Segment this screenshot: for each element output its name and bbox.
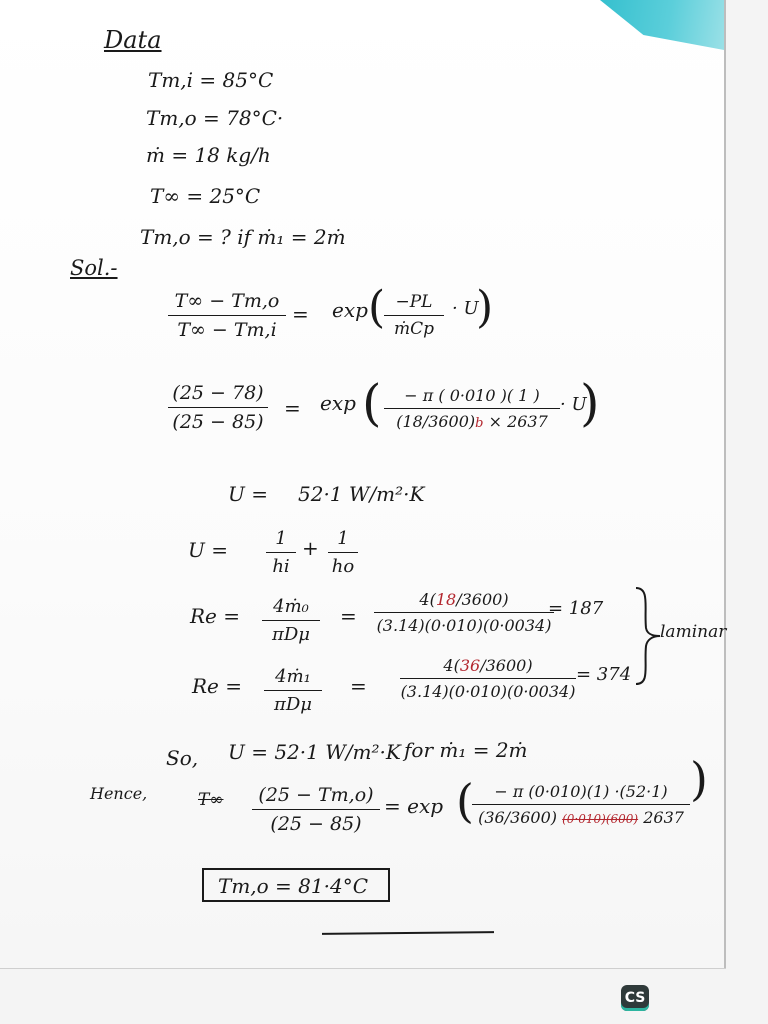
hence-close-paren: ) — [690, 752, 708, 806]
answer-box — [202, 868, 390, 902]
data-heading: Data — [104, 26, 162, 54]
hence-label: Hence, — [90, 784, 148, 803]
u-sum-plus: + — [302, 536, 319, 560]
eq2-exponent-denominator: (18/3600)b × 2637 — [396, 412, 548, 431]
re1-mass-flow-correction: 18 — [435, 590, 457, 609]
re2-numeric-fraction — [400, 656, 576, 701]
re1-numeric-fraction — [374, 590, 554, 635]
eq2-close-paren: ) — [580, 374, 600, 432]
eq2-exponent-numerator: − π ( 0·010 )( 1 ) — [404, 386, 540, 405]
given-question: Tm,o = ? if ṁ₁ = 2ṁ — [140, 225, 346, 249]
eq1-open-paren: ( — [368, 282, 386, 333]
u-sum-inner-numerator: 1 — [275, 528, 287, 549]
re2-numeric-denominator: (3.14)(0·010)(0·0034) — [400, 682, 576, 701]
answer-text: Tm,o = 81·4°C — [218, 874, 369, 898]
re1-symbolic-fraction — [262, 596, 320, 645]
page-edge-bottom — [0, 968, 726, 969]
so-u-value: U = 52·1 W/m²·K — [228, 740, 401, 764]
hence-denominator: (25 − 85) — [270, 813, 362, 835]
u-sum-inner-denominator: hi — [272, 556, 290, 577]
re1-symbolic-numerator: 4ṁ₀ — [273, 596, 309, 617]
eq2-open-paren: ( — [362, 374, 382, 432]
re1-numeric-numerator: 4(18/3600) — [419, 590, 509, 609]
hence-open-paren: ( — [456, 774, 474, 828]
eq1-tail: · U — [452, 298, 479, 319]
eq2-exponent-fraction — [384, 386, 560, 431]
eq1-close-paren: ) — [476, 282, 494, 333]
re2-symbolic-fraction — [264, 666, 322, 715]
eq2-exponent-mass-term: (18/3600) — [396, 412, 476, 431]
re1-numeric-denominator: (3.14)(0·010)(0·0034) — [376, 616, 552, 635]
given-tmi: Tm,i = 85°C — [148, 68, 274, 92]
scanner-app-logo: CS — [621, 985, 649, 1011]
hence-exponent-mass-term: (36/3600) — [478, 808, 558, 827]
hence-fraction — [252, 784, 380, 835]
eq1-exponent-fraction — [384, 292, 444, 339]
u-sum-fraction-outer — [328, 528, 358, 577]
re2-symbolic-denominator: πDμ — [274, 694, 312, 715]
re2-mass-flow-correction: 36 — [459, 656, 481, 675]
u-sum-lhs: U = — [188, 538, 228, 562]
hence-exponent-numerator: − π (0·010)(1) ·(52·1) — [494, 782, 668, 801]
re1-lhs: Re = — [190, 604, 241, 628]
re1-equals: = — [340, 604, 357, 628]
re2-symbolic-numerator: 4ṁ₁ — [275, 666, 311, 687]
given-tmo: Tm,o = 78°C· — [146, 106, 284, 130]
u-sum-fraction-inner — [266, 528, 296, 577]
eq1-exponent-numerator: −PL — [395, 292, 433, 312]
hence-equals-exp: = exp — [384, 794, 444, 818]
eq2-exponent-cp-term: × 2637 — [488, 412, 548, 431]
re2-numeric-numerator: 4(36/3600) — [443, 656, 533, 675]
eq1-denominator: T∞ − Tm,i — [177, 319, 277, 341]
page-edge-right — [724, 0, 726, 968]
u-sum-outer-numerator: 1 — [337, 528, 349, 549]
hence-exponent-struck-term: (0·010)(600) — [562, 812, 639, 826]
eq1-fraction — [168, 290, 286, 341]
re1-symbolic-denominator: πDμ — [272, 624, 310, 645]
given-mass-flow: ṁ = 18 kg/h — [146, 143, 271, 167]
eq2-exp: exp — [320, 391, 356, 415]
eq2-fraction — [168, 382, 268, 433]
hence-struck-t-inf: T∞ — [198, 790, 224, 810]
eq2-denominator: (25 − 85) — [172, 411, 264, 433]
eq2-equals: = — [284, 396, 301, 420]
re1-result: = 187 — [548, 598, 604, 619]
re2-lhs: Re = — [192, 674, 243, 698]
eq1-equals: = — [292, 302, 309, 326]
u-result-lhs: U = — [228, 482, 268, 506]
u-result-value: 52·1 W/m²·K — [298, 482, 425, 506]
re2-equals: = — [350, 674, 367, 698]
eq1-exponent-denominator: ṁCp — [393, 319, 434, 339]
eq2-tail: · U — [560, 394, 587, 415]
so-label: So, — [166, 746, 199, 770]
hence-exponent-fraction — [472, 782, 690, 827]
given-t-inf: T∞ = 25°C — [150, 184, 261, 208]
eq1-exp: exp — [332, 298, 368, 322]
eq2-numerator: (25 − 78) — [172, 382, 264, 404]
eq1-numerator: T∞ − Tm,o — [174, 290, 280, 312]
laminar-label: laminar — [660, 622, 727, 642]
re2-result: = 374 — [576, 664, 632, 685]
so-condition: for ṁ₁ = 2ṁ — [404, 738, 528, 762]
u-sum-outer-denominator: ho — [331, 556, 355, 577]
hence-numerator: (25 − Tm,o) — [258, 784, 374, 806]
solution-heading: Sol.- — [70, 256, 118, 280]
hence-exponent-denominator — [472, 808, 690, 827]
hence-exponent-cp-term: 2637 — [643, 808, 684, 827]
